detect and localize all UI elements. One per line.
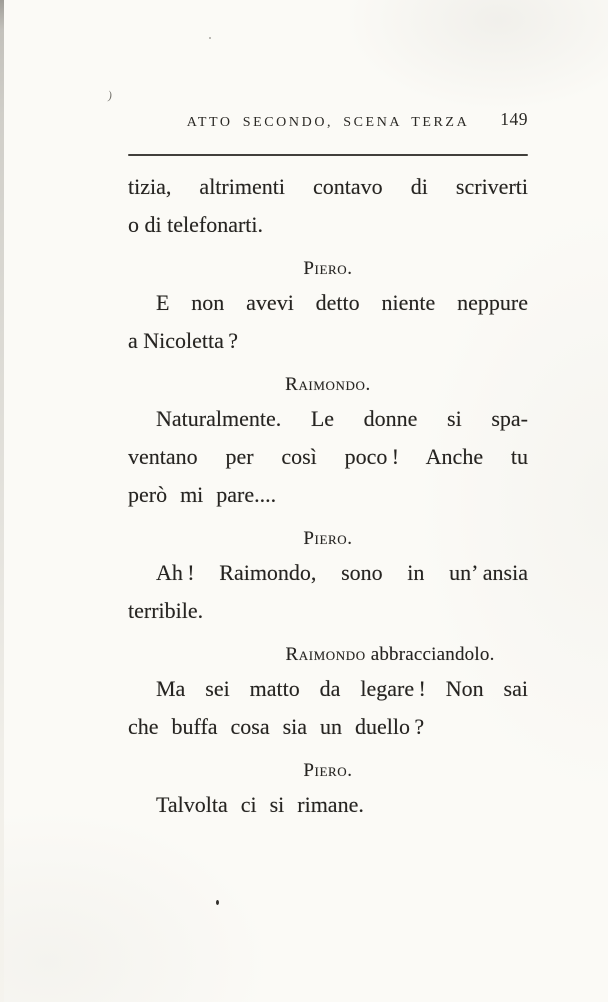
speaker-name: Raimondo. xyxy=(285,374,371,395)
text-line: però mi pare.... xyxy=(128,482,277,507)
text-line: Ma sei matto da legare ! Non sai xyxy=(156,676,528,701)
text-line: o di telefonarti. xyxy=(128,212,264,237)
speaker-heading xyxy=(128,254,528,284)
dialogue-paragraph xyxy=(128,786,528,824)
speaker-heading xyxy=(128,524,528,554)
dialogue-paragraph xyxy=(128,400,528,514)
speaker-name: Piero. xyxy=(303,528,353,549)
scan-speck xyxy=(216,900,219,905)
speaker-heading xyxy=(128,370,528,400)
page-body xyxy=(128,168,528,824)
text-line: Naturalmente. Le donne si spa- xyxy=(156,406,528,431)
text-line: ventano per così poco ! Anche tu xyxy=(128,444,528,469)
running-header xyxy=(128,109,528,132)
scan-speck xyxy=(209,37,211,39)
dialogue-paragraph xyxy=(128,284,528,360)
speaker-name: Piero. xyxy=(303,258,353,279)
text-line: terribile. xyxy=(128,598,204,623)
text-line: tizia, altrimenti contavo di scriverti xyxy=(128,174,528,199)
speaker-heading xyxy=(128,756,528,786)
page-edge-shadow xyxy=(0,0,4,1002)
text-line: a Nicoletta ? xyxy=(128,328,239,353)
stage-direction: abbracciandolo. xyxy=(365,644,495,665)
scan-stray-mark: ) xyxy=(107,87,114,103)
dialogue-paragraph xyxy=(128,554,528,630)
dialogue-paragraph xyxy=(128,670,528,746)
page-number: 149 xyxy=(500,109,528,129)
dialogue-paragraph xyxy=(128,168,528,244)
text-line: Talvolta ci si rimane. xyxy=(156,792,364,817)
text-line: Ah ! Raimondo, sono in un’ ansia xyxy=(156,560,528,585)
header-rule xyxy=(128,154,528,156)
speaker-heading xyxy=(190,640,590,670)
text-line: che buffa cosa sia un duello ? xyxy=(128,714,425,739)
running-header-title: ATTO SECONDO, SCENA TERZA xyxy=(186,115,470,130)
speaker-name: Raimondo xyxy=(285,644,366,665)
speaker-name: Piero. xyxy=(303,760,353,781)
text-line: E non avevi detto niente neppure xyxy=(156,290,528,315)
